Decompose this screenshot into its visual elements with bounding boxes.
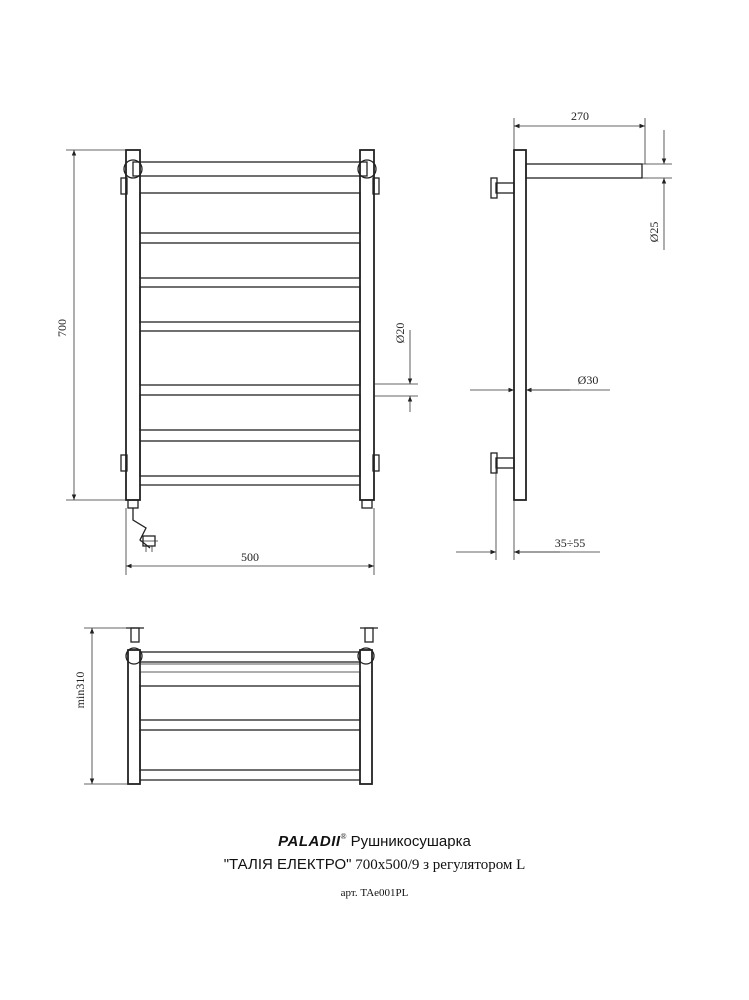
registered-mark: ® [340, 832, 347, 841]
wall-gap-label: 35÷55 [554, 536, 586, 550]
caption-line-1 [0, 832, 749, 851]
product-type: Рушникосушарка [350, 833, 471, 850]
article-number: арт. TAe001PL [340, 887, 409, 899]
brand-name: PALADII [278, 833, 341, 850]
pipe-large-label: Ø30 [577, 373, 599, 387]
top-view [73, 628, 378, 784]
model-name: "ТАЛІЯ ЕЛЕКТРО" [223, 856, 352, 873]
front-view [55, 150, 418, 575]
side-view [456, 109, 672, 560]
depth-label: 270 [571, 109, 589, 123]
width-label: 500 [241, 550, 259, 564]
pipe-small-label: Ø20 [393, 322, 407, 344]
height-label: 700 [55, 319, 69, 337]
caption-line-2 [0, 856, 749, 874]
min-height-label: min310 [73, 671, 87, 709]
model-spec: 700х500/9 з регулятором L [355, 857, 526, 873]
mount-diameter-label: Ø25 [647, 221, 661, 243]
